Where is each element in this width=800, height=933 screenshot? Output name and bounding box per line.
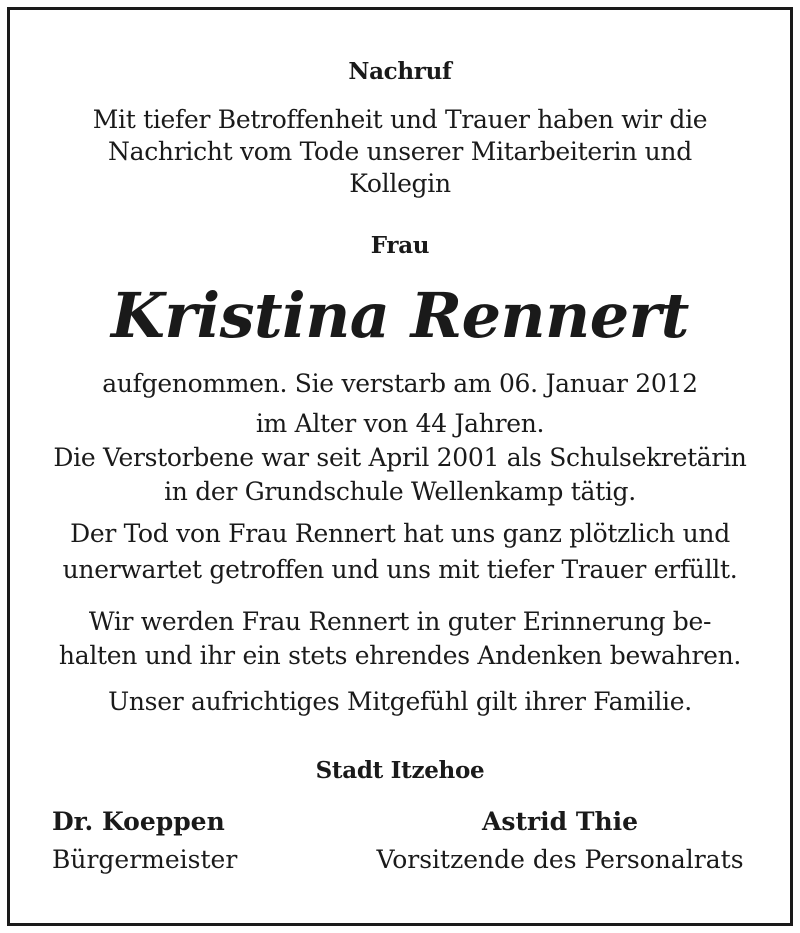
body-line: Wir werden Frau Rennert in guter Erinnerung be- <box>88 607 712 636</box>
signatory-left <box>52 806 292 876</box>
notice-heading: Nachruf <box>348 58 452 85</box>
body-line: in der Grundschule Wellenkamp tätig. <box>164 477 636 506</box>
intro-line: Nachricht vom Tode unserer Mitarbeiterin und <box>108 137 692 166</box>
body-line: halten und ihr ein stets ehrendes Andenken bewahren. <box>58 641 742 670</box>
intro-line: Kollegin <box>349 169 451 198</box>
body-line: im Alter von 44 Jahren. <box>255 409 545 438</box>
body-line: aufgenommen. Sie verstarb am 06. Januar 2012 <box>102 369 698 398</box>
signatory-right <box>360 806 760 876</box>
signatory-name: Astrid Thie <box>481 807 639 836</box>
signatory-title: Bürgermeister <box>52 845 238 874</box>
deceased-name: Kristina Rennert <box>111 279 689 352</box>
body-line: Unser aufrichtiges Mitgefühl gilt ihrer Familie. <box>108 687 692 716</box>
salutation: Frau <box>370 232 430 259</box>
body-line: Der Tod von Frau Rennert hat uns ganz plötzlich und <box>70 519 730 548</box>
intro-line: Mit tiefer Betroffenheit und Trauer haben wir die <box>92 105 708 134</box>
signatory-title: Vorsitzende des Personalrats <box>376 845 744 874</box>
body-line: Die Verstorbene war seit April 2001 als Schulsekretärin <box>53 443 747 472</box>
signatory-name: Dr. Koeppen <box>52 807 225 836</box>
organization-name: Stadt Itzehoe <box>315 757 485 784</box>
body-line: unerwartet getroffen und uns mit tiefer Trauer erfüllt. <box>62 555 738 584</box>
